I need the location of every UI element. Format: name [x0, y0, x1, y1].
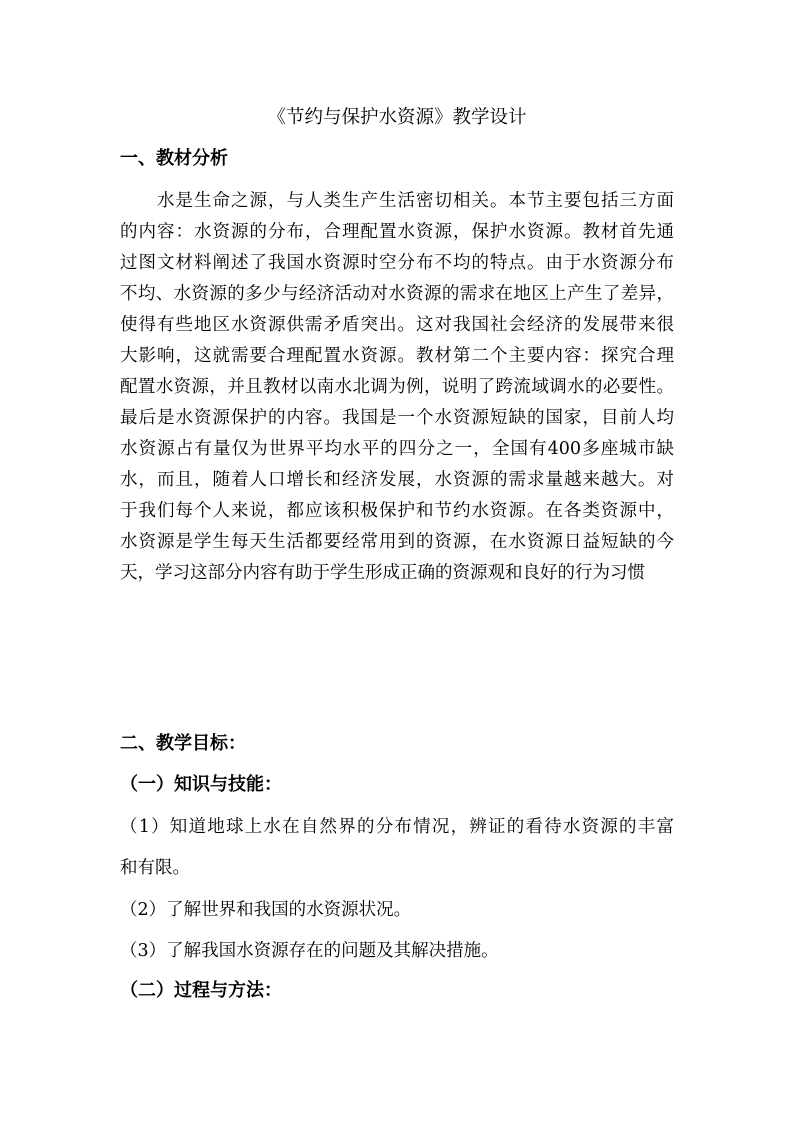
paragraph-line: 于我们每个人来说，都应该积极保护和节约水资源。在各类资源中， — [120, 501, 674, 521]
paragraph-line: 水资源是学生每天生活都要经常用到的资源，在水资源日益短缺的今 — [120, 532, 674, 552]
objective-item-2 — [120, 895, 674, 926]
paragraph-line: 最后是水资源保护的内容。我国是一个水资源短缺的国家，目前人均 — [120, 408, 674, 428]
textbook-analysis-paragraph — [120, 186, 674, 589]
subsection-heading-process-methods: （二）过程与方法： — [120, 980, 282, 1001]
document-title: 《节约与保护水资源》教学设计 — [267, 107, 527, 128]
objective-line: （1）知道地球上水在自然界的分布情况，辨证的看待水资源的丰富 — [120, 817, 674, 837]
section-heading-textbook-analysis: 一、教材分析 — [120, 148, 228, 169]
objective-line: （2）了解世界和我国的水资源状况。 — [120, 900, 412, 920]
section-heading-teaching-objectives: 二、教学目标： — [120, 733, 246, 754]
objective-line: （3）了解我国水资源存在的问题及其解决措施。 — [120, 941, 499, 961]
paragraph-line: 的内容：水资源的分布，合理配置水资源，保护水资源。教材首先通 — [120, 222, 674, 242]
objective-item-3 — [120, 936, 674, 967]
paragraph-line: 配置水资源，并且教材以南水北调为例，说明了跨流域调水的必要性。 — [120, 377, 674, 397]
paragraph-line: 天，学习这部分内容有助于学生形成正确的资源观和良好的行为习惯 — [120, 563, 645, 583]
paragraph-line: 使得有些地区水资源供需矛盾突出。这对我国社会经济的发展带来很 — [120, 315, 674, 335]
paragraph-line: 不均、水资源的多少与经济活动对水资源的需求在地区上产生了差异， — [120, 284, 674, 304]
subsection-heading-knowledge-skills: （一）知识与技能： — [120, 774, 282, 795]
paragraph-line: 过图文材料阐述了我国水资源时空分布不均的特点。由于水资源分布 — [120, 253, 674, 273]
paragraph-line: 水，而且，随着人口增长和经济发展，水资源的需求量越来越大。对 — [120, 470, 674, 490]
paragraph-line: 水资源占有量仅为世界平均水平的四分之一，全国有400多座城市缺 — [120, 439, 674, 459]
objective-line: 和有限。 — [120, 858, 190, 878]
paragraph-line: 大影响，这就需要合理配置水资源。教材第二个主要内容：探究合理 — [120, 346, 674, 366]
objective-item-1 — [120, 812, 674, 884]
paragraph-line: 水是生命之源，与人类生产生活密切相关。本节主要包括三方面 — [120, 191, 674, 211]
